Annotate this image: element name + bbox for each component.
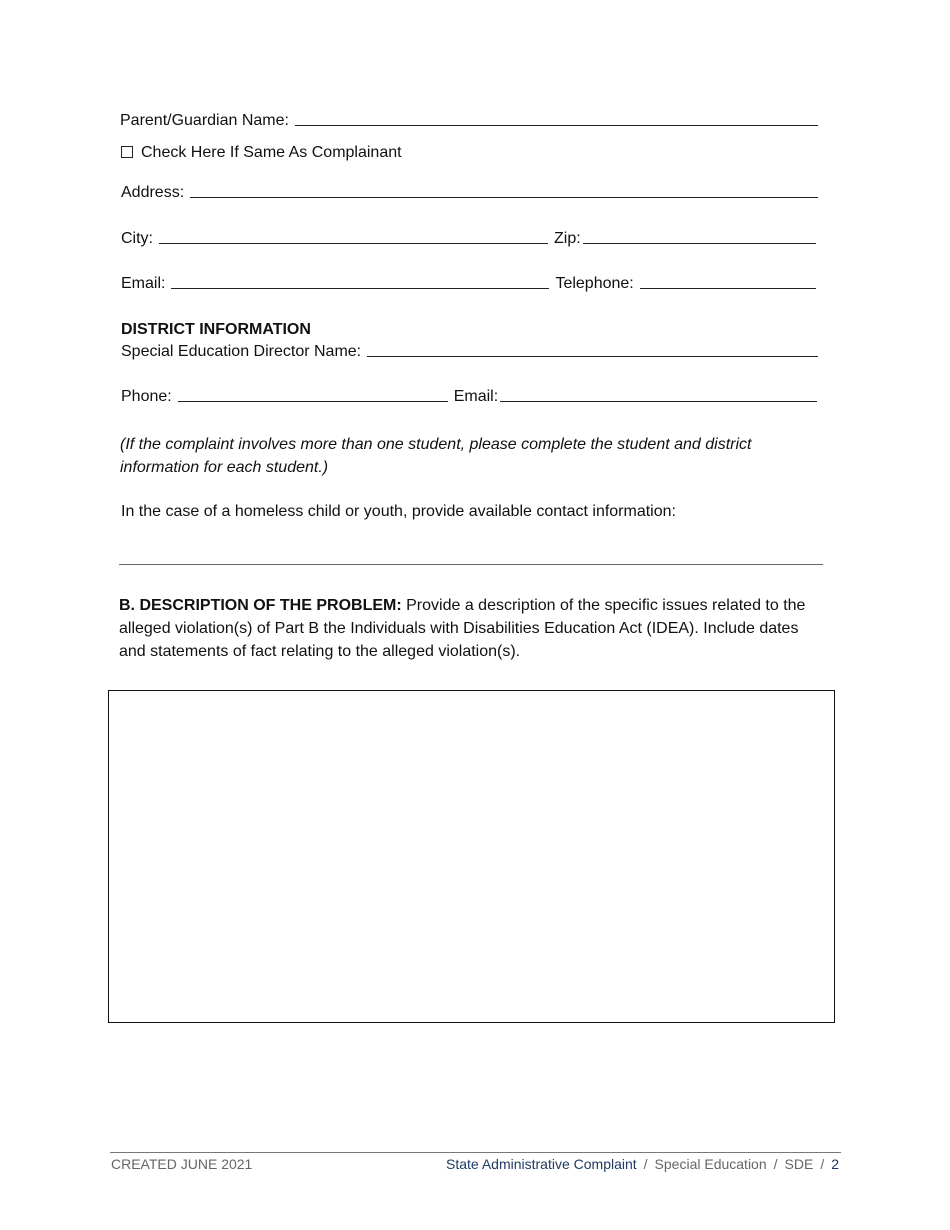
director-field[interactable] — [367, 356, 818, 357]
district-phone-email-row — [121, 388, 817, 406]
footer-doc-title: State Administrative Complaint — [446, 1156, 637, 1172]
footer-org: SDE — [784, 1156, 814, 1172]
address-field[interactable] — [190, 197, 818, 198]
city-zip-row — [121, 230, 816, 248]
district-email-field[interactable] — [500, 401, 817, 402]
address-label: Address: — [121, 184, 185, 201]
district-phone-field[interactable] — [178, 401, 448, 402]
zip-label: Zip: — [554, 230, 581, 247]
telephone-label: Telephone: — [555, 275, 634, 292]
problem-description-box[interactable] — [108, 690, 835, 1023]
footer-dept: Special Education — [654, 1156, 767, 1172]
multiple-students-note: (If the complaint involves more than one student, please complete the student and district information for each student.) — [120, 436, 752, 476]
address-row — [121, 184, 818, 202]
footer-separator: / — [643, 1156, 648, 1172]
parent-name-label: Parent/Guardian Name: — [120, 112, 289, 129]
district-email-label: Email: — [453, 388, 499, 405]
same-as-complainant-checkbox[interactable] — [121, 146, 133, 158]
same-as-complainant-label: Check Here If Same As Complainant — [141, 144, 402, 161]
same-as-complainant-row — [121, 144, 402, 162]
homeless-contact-line[interactable] — [119, 564, 823, 565]
parent-name-field[interactable] — [295, 125, 818, 126]
footer-divider — [110, 1152, 841, 1153]
footer-breadcrumb — [446, 1156, 839, 1172]
director-row — [121, 343, 818, 361]
section-b-heading: B. DESCRIPTION OF THE PROBLEM: — [119, 597, 402, 614]
district-heading: DISTRICT INFORMATION — [121, 321, 311, 338]
email-telephone-row — [121, 275, 816, 293]
section-b-body: Provide a description of the specific issues related to the alleged violation(s) of Part B the Individuals with Disabilities Education Act (IDEA). Include dates and statements of fact relating to the alleged violation(s). — [119, 597, 806, 660]
footer-separator: / — [820, 1156, 825, 1172]
parent-name-row — [120, 112, 818, 130]
city-label: City: — [121, 230, 153, 247]
footer-separator: / — [773, 1156, 778, 1172]
section-b-description — [119, 594, 829, 663]
district-phone-label: Phone: — [121, 388, 172, 405]
telephone-field[interactable] — [640, 288, 816, 289]
footer-page-number: 2 — [831, 1156, 839, 1172]
zip-field[interactable] — [583, 243, 816, 244]
city-field[interactable] — [159, 243, 548, 244]
homeless-instruction: In the case of a homeless child or youth, provide available contact information: — [121, 503, 676, 520]
parent-email-field[interactable] — [171, 288, 549, 289]
parent-email-label: Email: — [121, 275, 166, 292]
director-label: Special Education Director Name: — [121, 343, 362, 360]
footer-created: CREATED JUNE 2021 — [111, 1156, 253, 1172]
